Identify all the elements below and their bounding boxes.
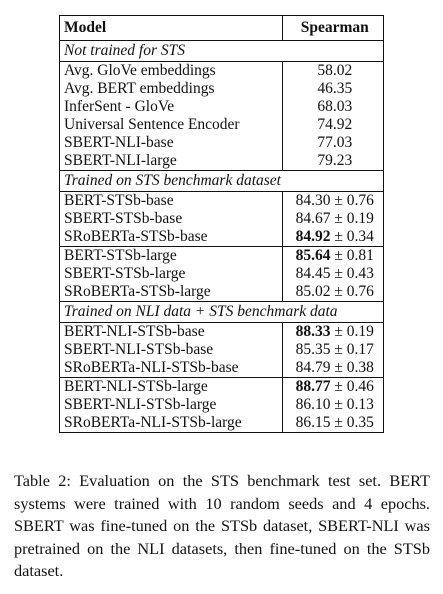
- model-name-cell: SBERT-STSb-large: [60, 265, 283, 283]
- spearman-std: 0.13: [346, 396, 374, 413]
- table-row: [60, 283, 384, 302]
- spearman-std: 0.19: [346, 210, 374, 227]
- spearman-mean: 84.92: [295, 228, 331, 245]
- plus-minus-symbol: ±: [330, 283, 347, 300]
- section-header-row: [60, 302, 384, 323]
- spearman-column-header: Spearman: [300, 19, 369, 36]
- section-title: Not trained for STS: [60, 41, 384, 62]
- table-row: [60, 98, 384, 116]
- spearman-mean: 88.33: [295, 323, 331, 340]
- model-name-cell: SRoBERTa-STSb-large: [60, 283, 283, 302]
- table-row: [60, 378, 384, 397]
- model-name-cell: BERT-NLI-STSb-large: [60, 378, 283, 397]
- plus-minus-symbol: ±: [330, 378, 347, 395]
- model-name-cell: Avg. BERT embeddings: [60, 80, 283, 98]
- spearman-mean: 88.77: [295, 378, 331, 395]
- model-name-cell: SRoBERTa-NLI-STSb-large: [60, 414, 283, 433]
- model-name-cell: Universal Sentence Encoder: [60, 116, 283, 134]
- spearman-score-cell: [282, 323, 383, 342]
- spearman-score-cell: [282, 80, 383, 98]
- spearman-mean: 85.35: [295, 341, 331, 358]
- spearman-score-cell: [282, 98, 383, 116]
- plus-minus-symbol: ±: [330, 414, 347, 431]
- plus-minus-symbol: ±: [330, 265, 347, 282]
- table-row: [60, 414, 384, 433]
- plus-minus-symbol: ±: [330, 228, 347, 245]
- table-body: [60, 41, 384, 433]
- spearman-score-cell: [282, 192, 383, 211]
- spearman-mean: 46.35: [317, 80, 353, 97]
- spearman-score-cell: [282, 228, 383, 247]
- model-name-cell: SRoBERTa-NLI-STSb-base: [60, 359, 283, 378]
- spearman-score-cell: [282, 134, 383, 152]
- spearman-score-cell: [282, 341, 383, 359]
- plus-minus-symbol: ±: [330, 210, 347, 227]
- spearman-std: 0.38: [346, 359, 374, 376]
- spearman-score-cell: [282, 396, 383, 414]
- model-name-cell: Avg. GloVe embeddings: [60, 62, 283, 81]
- table-row: [60, 62, 384, 81]
- spearman-std: 0.35: [346, 414, 374, 431]
- spearman-std: 0.17: [346, 341, 374, 358]
- spearman-std: 0.43: [346, 265, 374, 282]
- table-row: [60, 80, 384, 98]
- spearman-mean: 68.03: [317, 98, 353, 115]
- table-row: [60, 359, 384, 378]
- table-row: [60, 323, 384, 342]
- spearman-mean: 85.64: [295, 247, 331, 264]
- model-name-cell: SBERT-NLI-STSb-large: [60, 396, 283, 414]
- table-row: [60, 228, 384, 247]
- table-row: [60, 134, 384, 152]
- spearman-std: 0.46: [346, 378, 374, 395]
- plus-minus-symbol: ±: [330, 341, 347, 358]
- section-title: Trained on STS benchmark dataset: [60, 171, 384, 192]
- spearman-score-cell: [282, 378, 383, 397]
- model-name-cell: SBERT-NLI-base: [60, 134, 283, 152]
- spearman-score-cell: [282, 247, 383, 266]
- spearman-score-cell: [282, 152, 383, 171]
- spearman-score-cell: [282, 210, 383, 228]
- spearman-std: 0.76: [346, 283, 374, 300]
- model-name-cell: SBERT-NLI-large: [60, 152, 283, 171]
- spearman-std: 0.81: [346, 247, 374, 264]
- plus-minus-symbol: ±: [330, 396, 347, 413]
- spearman-mean: 86.10: [295, 396, 331, 413]
- spearman-score-cell: [282, 283, 383, 302]
- spearman-score-cell: [282, 265, 383, 283]
- spearman-mean: 79.23: [317, 152, 353, 169]
- spearman-score-cell: [282, 414, 383, 433]
- spearman-score-cell: [282, 359, 383, 378]
- table-row: [60, 341, 384, 359]
- section-header-row: [60, 171, 384, 192]
- spearman-mean: 84.30: [295, 192, 331, 209]
- model-name-cell: SBERT-NLI-STSb-base: [60, 341, 283, 359]
- section-header-row: [60, 41, 384, 62]
- model-name-cell: SRoBERTa-STSb-base: [60, 228, 283, 247]
- plus-minus-symbol: ±: [330, 323, 347, 340]
- spearman-std: 0.34: [346, 228, 374, 245]
- header-row: [60, 16, 384, 41]
- spearman-score-cell: [282, 62, 383, 81]
- table-row: [60, 116, 384, 134]
- plus-minus-symbol: ±: [330, 192, 347, 209]
- model-column-header: Model: [60, 16, 283, 41]
- spearman-mean: 58.02: [317, 62, 353, 79]
- table-row: [60, 396, 384, 414]
- model-name-cell: BERT-STSb-large: [60, 247, 283, 266]
- spearman-mean: 85.02: [295, 283, 331, 300]
- spearman-mean: 74.92: [317, 116, 353, 133]
- plus-minus-symbol: ±: [330, 247, 347, 264]
- spearman-mean: 84.67: [295, 210, 331, 227]
- section-title: Trained on NLI data + STS benchmark data: [60, 302, 384, 323]
- model-name-cell: InferSent - GloVe: [60, 98, 283, 116]
- spearman-mean: 77.03: [317, 134, 353, 151]
- spearman-score-cell: [282, 116, 383, 134]
- spearman-std: 0.76: [346, 192, 374, 209]
- spearman-mean: 84.79: [295, 359, 331, 376]
- model-name-cell: BERT-STSb-base: [60, 192, 283, 211]
- spearman-std: 0.19: [346, 323, 374, 340]
- table-row: [60, 247, 384, 266]
- table-row: [60, 192, 384, 211]
- model-name-cell: BERT-NLI-STSb-base: [60, 323, 283, 342]
- results-table: [59, 15, 384, 433]
- model-name-cell: SBERT-STSb-base: [60, 210, 283, 228]
- plus-minus-symbol: ±: [330, 359, 347, 376]
- spearman-mean: 84.45: [295, 265, 331, 282]
- table-row: [60, 265, 384, 283]
- spearman-mean: 86.15: [295, 414, 331, 431]
- table-row: [60, 152, 384, 171]
- table-caption: Table 2: Evaluation on the STS benchmark test set. BERT systems were trained with 10 random seeds and 4 epochs. SBERT was fine-tuned on the STSb dataset, SBERT-NLI was pretrained on the NLI datasets, then fine-tuned on the STSb dataset.: [14, 471, 430, 580]
- table-row: [60, 210, 384, 228]
